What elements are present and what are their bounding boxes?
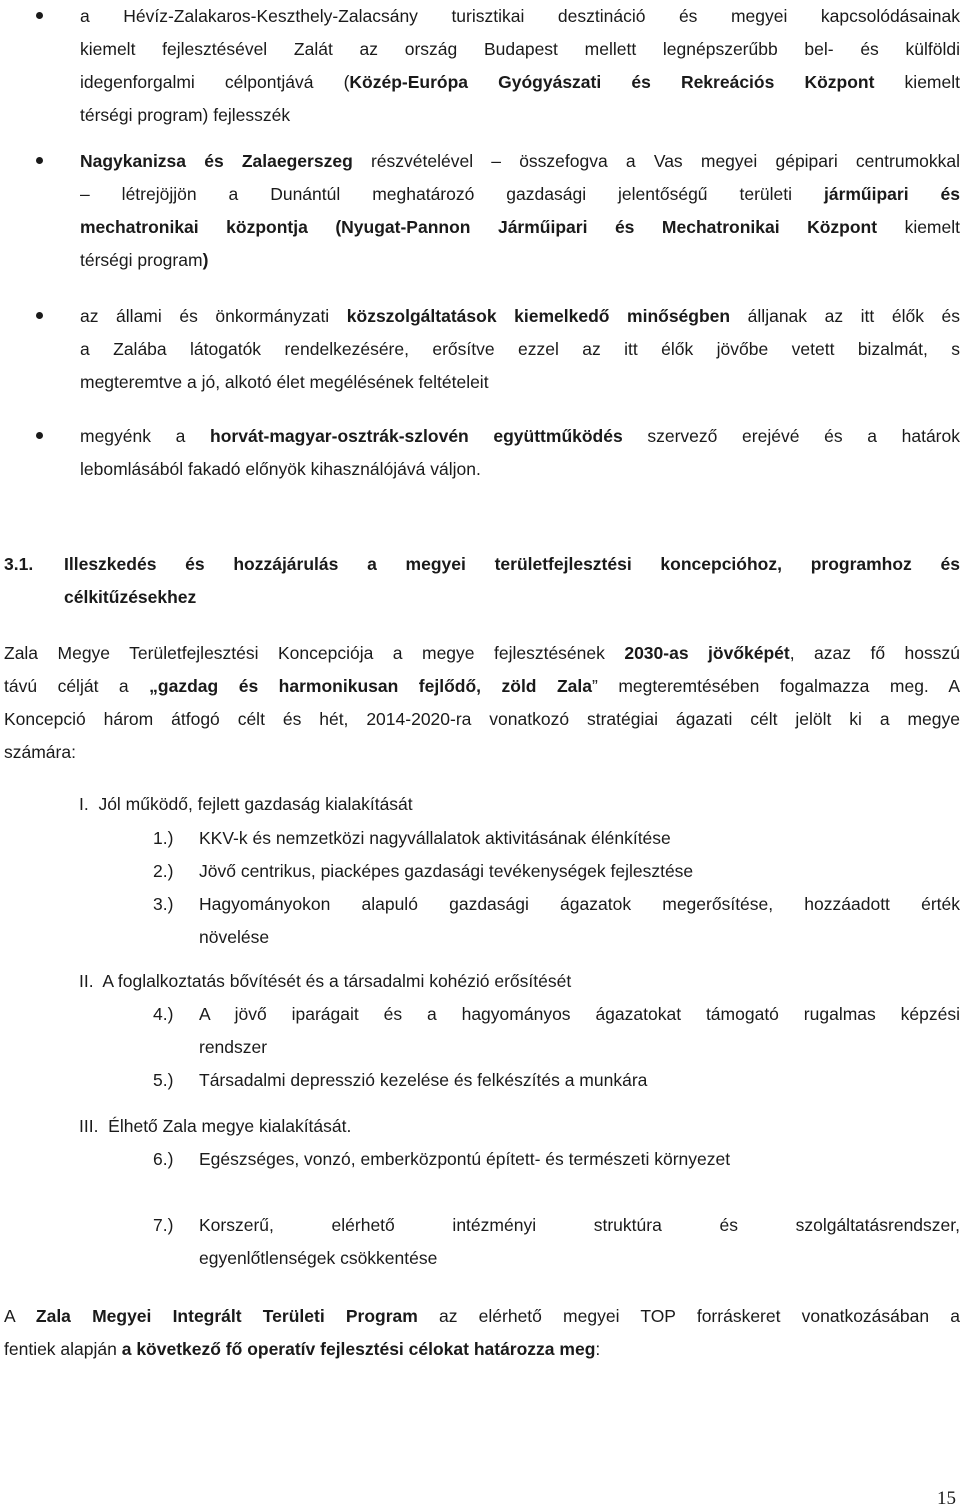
text-run: A jövő iparágait és a hagyományos ágazatokat támogató rugalmas képzési [199,1004,960,1024]
bullet-text [80,420,960,486]
text-run: számára: [4,742,76,762]
text-run: a Zalába látogatók rendelkezésére, erősítve ezzel az itt élők jövőbe vetett bizalmát, s [80,339,960,359]
bold-text: Közép-Európa Gyógyászati és Rekreációs Központ [349,72,875,92]
text-run: részvételével – összefogva a Vas megyei gépipari centrumokkal [352,151,960,171]
bold-text: közszolgáltatások kiemelkedő minőségben [346,306,731,326]
text-run: : [595,1339,601,1359]
bullet-dot-icon [36,157,43,164]
bold-text: horvát-magyar-osztrák-szlovén együttműködés [210,426,623,446]
bold-text: Zala Megyei Integrált Területi Program [35,1306,418,1326]
text-line [199,1143,960,1176]
sub-goal-text [199,822,960,855]
sub-goal-number: 6.) [153,1149,174,1169]
sub-goal-number: 2.) [153,861,174,881]
text-line [199,1209,960,1242]
section-title [64,548,960,614]
sub-goal-text [199,888,960,954]
goal-heading: II. A foglalkoztatás bővítését és a társadalmi kohézió erősítését [79,971,572,991]
text-line [4,670,960,703]
text-run: lebomlásából fakadó előnyök kihasználójává váljon. [80,459,481,479]
text-line [199,1031,960,1064]
text-run: kiemelt fejlesztésével Zalát az ország Budapest mellett legnépszerűbb bel- és külföldi [80,39,960,59]
text-run: egyenlőtlenségek csökkentése [199,1248,438,1268]
text-run: fentiek alapján [4,1339,122,1359]
text-line [80,211,960,244]
goal-heading: I. Jól működő, fejlett gazdaság kialakítását [79,794,413,814]
text-run: KKV-k és nemzetközi nagyvállalatok aktivitásának élénkítése [199,828,671,848]
text-line [80,333,960,366]
text-run: A [4,1306,36,1326]
text-run: kiemelt [877,217,960,237]
bullet-text [80,145,960,277]
goal-heading: III. Élhető Zala megye kialakítását. [79,1116,352,1136]
text-run: , azaz fő hosszú [789,643,960,663]
closing-paragraph [4,1300,960,1366]
text-run: célkitűzésekhez [64,587,197,607]
bullet-dot-icon [36,312,43,319]
text-run: növelése [199,927,270,947]
bullet-dot-icon [36,12,43,19]
intro-paragraph [4,637,960,769]
text-line [80,99,960,132]
text-run: szervező erejévé és a határok [622,426,960,446]
heading-line [64,548,960,581]
text-line [4,703,960,736]
text-run: Korszerű, elérhető intézményi struktúra és szolgáltatásrendszer, [199,1215,960,1235]
bold-text: mechatronikai központja (Nyugat-Pannon Járműipari és Mechatronikai Központ [80,217,878,237]
text-line [80,244,960,277]
bullet-dot-icon [36,432,43,439]
text-run: megteremtve a jó, alkotó élet megélésének feltételeit [80,372,489,392]
text-line [80,33,960,66]
text-line [199,888,960,921]
bold-text: járműipari és [823,184,960,204]
text-run: Társadalmi depresszió kezelése és felkészítés a munkára [199,1070,648,1090]
text-line [80,178,960,211]
text-line [4,1300,960,1333]
sub-goal-number: 1.) [153,828,174,848]
text-run: ” megteremtésében fogalmazza meg. A [592,676,960,696]
sub-goal-text [199,1064,960,1097]
text-run: távú célját a [4,676,150,696]
text-line [80,300,960,333]
text-line [80,453,960,486]
sub-goal-text [199,1143,960,1176]
bold-text: „gazdag és harmonikusan fejlődő, zöld Zala [149,676,593,696]
text-run: megyénk a [80,426,211,446]
text-run: a Hévíz-Zalakaros-Keszthely-Zalacsány turisztikai desztináció és megyei kapcsolódásainak [80,6,960,26]
text-line [199,1064,960,1097]
text-run: Egészséges, vonzó, emberközpontú épített- és természeti környezet [199,1149,731,1169]
text-run: álljanak az itt élők és [730,306,960,326]
text-line [4,1333,960,1366]
text-run: térségi program) fejlesszék [80,105,291,125]
sub-goal-number: 4.) [153,1004,174,1024]
text-run: Koncepció három átfogó célt és hét, 2014-2020-ra vonatkozó stratégiai ágazati célt jelölt ki a megye [4,709,960,729]
text-line [199,855,960,888]
text-line [80,420,960,453]
text-run: Jövő centrikus, piacképes gazdasági tevékenységek fejlesztése [199,861,694,881]
bullet-text [80,0,960,132]
text-line [80,366,960,399]
bullet-text [80,300,960,399]
text-line [199,822,960,855]
text-line [199,998,960,1031]
sub-goal-number: 5.) [153,1070,174,1090]
text-run: Zala Megye Területfejlesztési Koncepciója a megye fejlesztésének [4,643,625,663]
sub-goal-text [199,855,960,888]
text-line [80,0,960,33]
text-line [80,66,960,99]
sub-goal-number: 3.) [153,894,174,914]
text-run: idegenforgalmi célpontjává ( [80,72,350,92]
bold-text: ) [202,250,209,270]
text-run: – létrejöjjön a Dunántúl meghatározó gazdasági jelentőségű területi [80,184,824,204]
text-line [199,1242,960,1275]
page-number: 15 [937,1488,956,1509]
text-line [4,637,960,670]
sub-goal-number: 7.) [153,1215,174,1235]
sub-goal-text [199,998,960,1064]
sub-goal-text [199,1209,960,1275]
text-run: Hagyományokon alapuló gazdasági ágazatok megerősítése, hozzáadott érték [199,894,960,914]
text-run: az állami és önkormányzati [80,306,347,326]
heading-line [64,581,960,614]
text-run: Illeszkedés és hozzájárulás a megyei területfejlesztési koncepcióhoz, programhoz és [64,554,960,574]
text-run: rendszer [199,1037,268,1057]
text-run: kiemelt [874,72,960,92]
section-number: 3.1. [4,554,34,574]
text-run: térségi program [80,250,203,270]
text-line [4,736,960,769]
bold-text: Nagykanizsa és Zalaegerszeg [80,151,353,171]
text-run: az elérhető megyei TOP forráskeret vonatkozásában a [417,1306,960,1326]
bold-text: a következő fő operatív fejlesztési célokat határozza meg [121,1339,596,1359]
text-line [80,145,960,178]
bold-text: 2030-as jövőképét [624,643,790,663]
text-line [199,921,960,954]
